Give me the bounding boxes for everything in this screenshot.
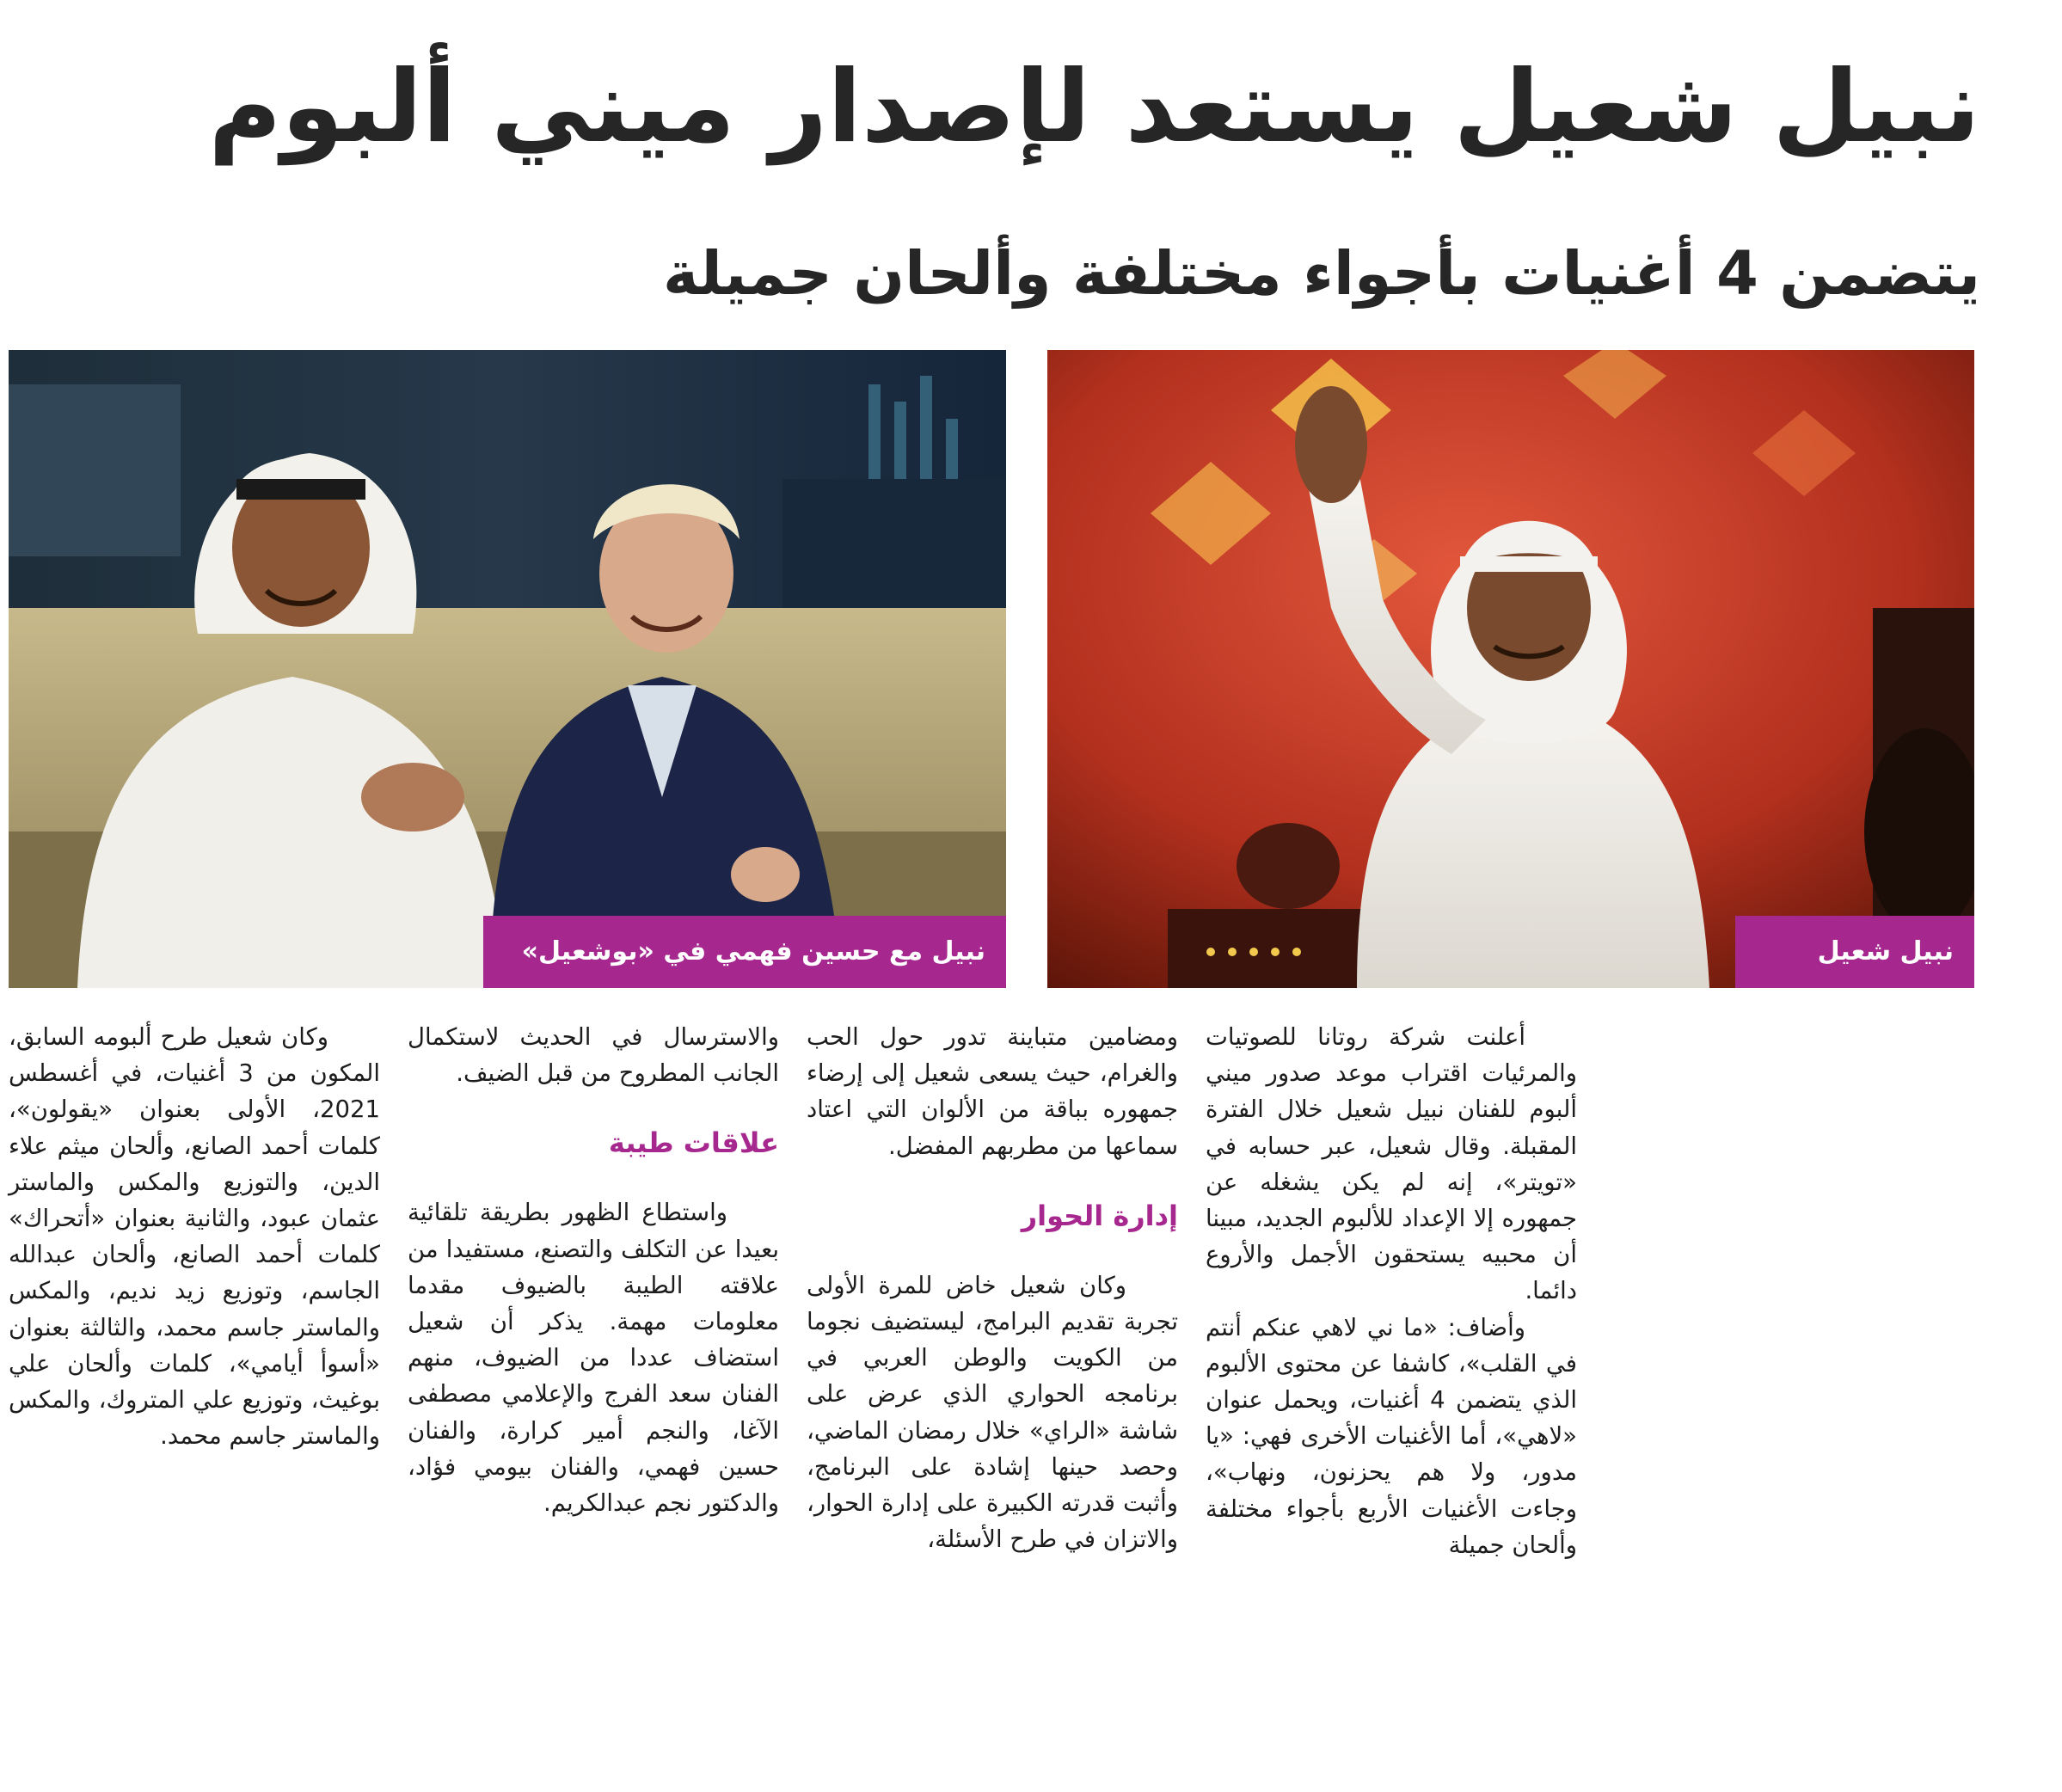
article-paragraph: والاسترسال في الحديث لاستكمال الجانب المطروح من قبل الضيف. [408,1023,779,1088]
article-paragraph: أعلنت شركة روتانا للصوتيات والمرئيات اقتراب موعد صدور ميني ألبوم للفنان نبيل شعيل خلال الفترة المقبلة. وقال شعيل، عبر حسابه في «تويتر»، إنه لم يكن يشغله عن جمهوره إلا الإعداد للألبوم الجديد، مبينا أن محبيه يستحقون الأجمل والأروع دائما. [1206,1023,1577,1305]
article-column-3 [408,1019,779,1521]
photo-caption-left: نبيل مع حسين فهمي في «بوشعيل» [483,916,1006,988]
article-column-4 [9,1019,380,1454]
stage-photo-illustration [1047,350,1974,988]
studio-photo-illustration [9,350,1006,988]
headline: نبيل شعيل يستعد لإصدار ميني ألبوم [208,49,1980,165]
subheading-dialogue-management: إدارة الحوار [1021,1199,1178,1232]
article-column-2 [807,1019,1178,1557]
subheading-good-relations: علاقات طيبة [608,1126,779,1160]
photo-caption-right: نبيل شعيل [1735,916,1974,988]
article-paragraph: وكان شعيل طرح ألبومه السابق، المكون من 3 أغنيات، في أغسطس 2021، الأولى بعنوان «يقولون»، كلمات أحمد الصانع، وألحان ميثم علاء الدين، والتوزيع والمكس والماستر عثمان عبود، والثانية بعنوان «أتحراك» كلمات أحمد الصانع، وألحان عبدالله الجاسم، وتوزيع زيد نديم، والمكس والماستر جاسم محمد، والثالثة بعنوان «أسوأ أيامي»، كلمات وألحان علي بوغيث، وتوزيع علي المتروك، والمكس والماستر جاسم محمد. [9,1023,381,1451]
article-paragraph: ومضامين متباينة تدور حول الحب والغرام، حيث يسعى شعيل إلى إرضاء جمهوره بباقة من الألوان التي اعتاد سماعها من مطربهم المفضل. [807,1023,1178,1160]
article-paragraph: وأضاف: «ما ني لاهي عنكم أنتم في القلب»، كاشفا عن محتوى الألبوم الذي يتضمن 4 أغنيات، ويحمل عنوان «لاهي»، أما الأغنيات الأخرى فهي: «يا مدور، ولا هم يحزنون، ونهاب»، وجاءت الأغنيات الأربع بأجواء مختلفة وألحان جميلة [1206,1313,1578,1559]
photo-nabil-hussein [9,350,1006,988]
article-paragraph: واستطاع الظهور بطريقة تلقائية بعيدا عن التكلف والتصنع، مستفيدا من علاقته الطيبة بالضيوف مقدما معلومات مهمة. يذكر أن شعيل استضاف عددا من الضيوف، منهم الفنان سعد الفرج والإعلامي مصطفى الآغا، والنجم أمير كرارة، والفنان حسين فهمي، والفنان بيومي فؤاد، والدكتور نجم عبدالكريم. [408,1199,779,1518]
photo-nabil-stage [1047,350,1974,988]
article-column-1 [1206,1019,1577,1563]
article-paragraph: وكان شعيل خاض للمرة الأولى تجربة تقديم البرامج، ليستضيف نجوما من الكويت والوطن العربي في برنامجه الحواري الذي عرض على شاشة «الراي» خلال رمضان الماضي، وحصد حينها إشادة على البرنامج، وأثبت قدرته الكبيرة على إدارة الحوار، والاتزان في طرح الأسئلة، [807,1271,1178,1554]
subheadline: يتضمن 4 أغنيات بأجواء مختلفة وألحان جميلة [663,238,1980,309]
